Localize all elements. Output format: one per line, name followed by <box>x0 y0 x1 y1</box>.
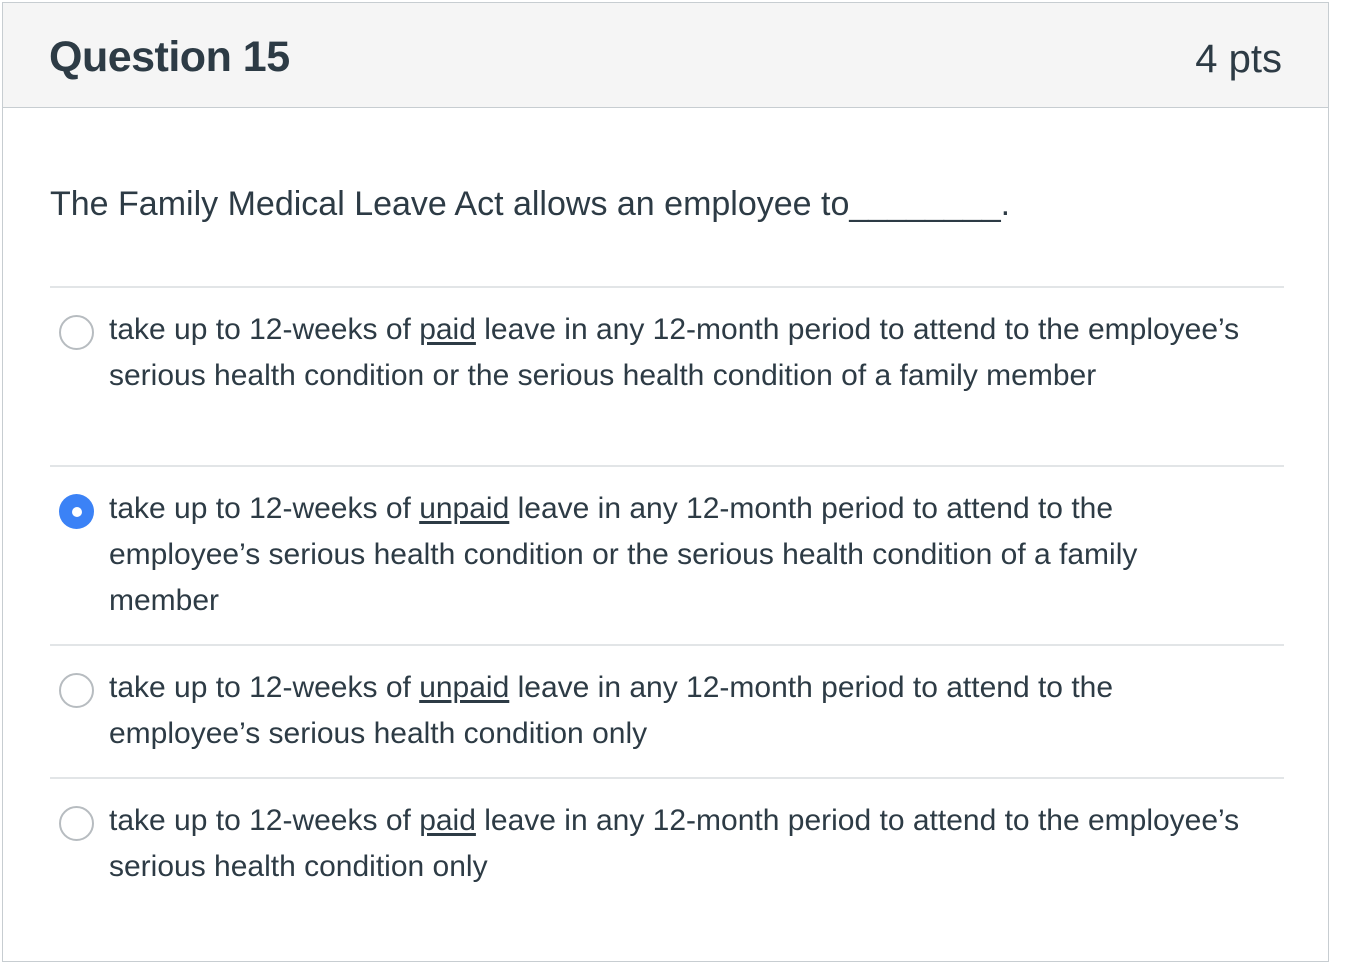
answer-option-1[interactable] <box>50 286 1284 465</box>
radio-button-1[interactable] <box>59 315 94 350</box>
question-points: 4 pts <box>1195 37 1282 81</box>
answer-suffix: leave in any 12-month period to attend to the employee’s serious health condition only <box>109 804 1240 883</box>
question-prompt: The Family Medical Leave Act allows an employee to________. <box>50 185 1011 223</box>
answer-emphasis: paid <box>419 313 476 346</box>
answer-emphasis: unpaid <box>419 671 510 704</box>
answer-prefix: take up to 12-weeks of <box>109 492 420 525</box>
answer-option-4[interactable] <box>50 777 1284 897</box>
answer-list <box>50 286 1284 897</box>
answer-suffix: leave in any 12-month period to attend to the employee’s serious health condition or the serious health condition of a family member <box>109 313 1240 392</box>
answer-emphasis: paid <box>419 804 476 837</box>
radio-button-2[interactable] <box>59 494 94 529</box>
answer-label-2[interactable] <box>109 486 1249 624</box>
answer-label-4[interactable] <box>109 798 1249 890</box>
answer-label-3[interactable] <box>109 665 1249 757</box>
question-card <box>2 2 1329 962</box>
answer-prefix: take up to 12-weeks of <box>109 804 420 837</box>
answer-prefix: take up to 12-weeks of <box>109 671 420 704</box>
radio-button-4[interactable] <box>59 806 94 841</box>
answer-option-3[interactable] <box>50 644 1284 777</box>
answer-emphasis: unpaid <box>419 492 510 525</box>
answer-suffix: leave in any 12-month period to attend to the employee’s serious health condition or the serious health condition of a family member <box>109 492 1138 617</box>
question-title: Question 15 <box>49 33 290 81</box>
radio-button-3[interactable] <box>59 673 94 708</box>
question-header <box>3 3 1328 108</box>
radio-dot <box>72 507 82 517</box>
answer-suffix: leave in any 12-month period to attend to the employee’s serious health condition only <box>109 671 1114 750</box>
answer-prefix: take up to 12-weeks of <box>109 313 420 346</box>
answer-label-1[interactable] <box>109 307 1249 399</box>
answer-option-2[interactable] <box>50 465 1284 644</box>
